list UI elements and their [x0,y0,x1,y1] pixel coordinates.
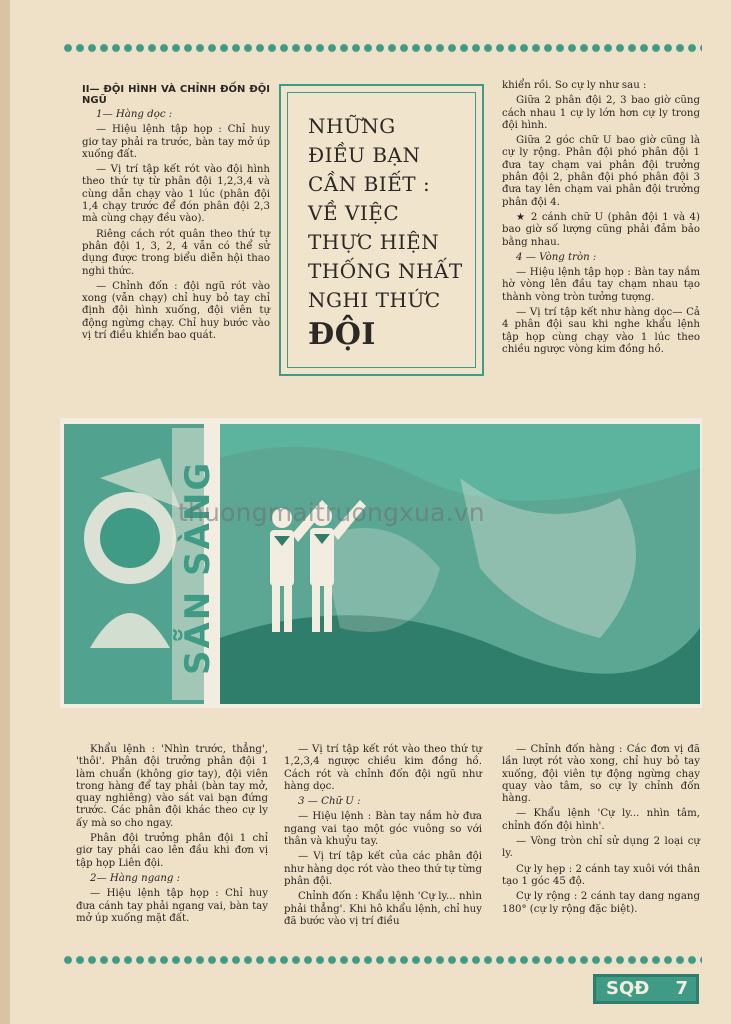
paragraph: ★ 2 cánh chữ U (phân đội 1 và 4) bao giờ số lượng cũng phải đảm bảo bằng nhau. [502,211,700,248]
headline [308,112,480,355]
headline-line: THỐNG NHẤT [308,259,463,283]
paragraph: Chỉnh đốn : Khẩu lệnh 'Cự ly... nhìn phải thẳng'. Khi hô khẩu lệnh, chỉ huy đã bước vào vị trí điều [284,891,482,927]
paragraph: Giữa 2 góc chữ U bao giờ cũng là cự ly rộng. Phân đội phó phân đội 1 đưa tay chạm vai phân đội trưởng phân đội 2, phân đội phó phân đội 3 đưa tay lên chạm vai phân đội trưởng phân đội 4. [502,135,700,208]
subheading-chu-u: 3 — Chữ U : [298,796,361,808]
headline-line: NGHI THỨC [308,288,441,312]
bottom-right-column [502,744,700,919]
magazine-logo: SQĐ [606,978,650,999]
paragraph: — Hiệu lệnh tập họp : Chỉ huy giơ tay phải ra trước, bàn tay mở úp xuống đất. [82,124,270,160]
paragraph: — Vị trí tập kết như hàng dọc— Cả 4 phân đội sau khi nghe khẩu lệnh tập họp cùng chạy vào 1 lúc theo chiều ngược vòng kim đồng hồ. [502,307,700,355]
paragraph: khiển rồi. So cự ly như sau : [502,80,647,91]
banner-vertical-text: SẴN SÀNG [178,460,218,676]
paragraph: Giữa 2 phân đội 2, 3 bao giờ cũng cách nhau 1 cự ly lớn hơn cự ly trong đội hình. [502,95,700,131]
right-column [502,80,700,359]
paragraph: — Hiệu lệnh tập họp : Bàn tay nắm hờ vòng lên đầu tay chạm nhau tạo thành vòng tròn tưởng tượng. [502,267,700,303]
page-edge [0,0,10,1024]
page-number: 7 [675,978,688,999]
headline-line: CẦN BIẾT : [308,172,431,196]
paragraph: Phân đội trưởng phân đội 1 chỉ giơ tay phải cao lên đầu khi đơn vị tập họp Liên đội. [76,833,268,869]
paragraph: — Vòng tròn chỉ sử dụng 2 loại cự ly. [502,836,700,860]
left-column [82,84,270,345]
paragraph: — Vị trí tập kết rót vào theo thứ tự 1,2,3,4 ngược chiều kim đồng hồ. Cách rót và chỉnh đốn đội ngũ như hàng dọc. [284,744,482,792]
subheading-vong-tron: 4 — Vòng tròn : [516,251,597,263]
illustration-banner [60,418,702,708]
paragraph: Riêng cách rót quân theo thứ tự phân đội 1, 3, 2, 4 vẫn có thể sử dụng được trong biểu diễn hội thao nghi thức. [82,228,270,277]
headline-line: THỰC HIỆN [308,230,440,254]
headline-line: NHỮNG [308,114,396,138]
headline-big-word: ĐỘI [308,317,376,352]
paragraph: Cự ly rộng : 2 cánh tay dang ngang 180° (cự ly rộng đặc biệt). [502,891,700,915]
paragraph: — Hiệu lệnh : Bàn tay nắm hờ đưa ngang vai tạo một góc vuông so với thân và khuỷu tay. [284,811,482,848]
page-badge [593,974,699,1004]
top-dot-border [62,42,702,54]
bottom-dot-border [62,954,702,966]
paragraph: — Chỉnh đốn : đội ngũ rót vào xong (vẫn chạy) chỉ huy bỏ tay chỉ định đội hình xuống, đội viên tự động ngừng chạy. Chỉ huy bước vào vị trí điều khiển bao quát. [82,280,270,342]
paragraph: Cự ly hẹp : 2 cánh tay xuôi với thân tạo 1 góc 45 độ. [502,863,700,887]
headline-line: ĐIỀU BẠN [308,143,421,167]
headline-line: VỀ VIỆC [308,201,400,225]
section-title: II— ĐỘI HÌNH VÀ CHỈNH ĐỐN ĐỘI NGŨ [82,84,270,106]
paragraph: — Chỉnh đốn hàng : Các đơn vị đã lần lượt rót vào xong, chỉ huy bỏ tay xuống, đội viên tự động ngừng chạy quay vào tâm, so cự ly chỉnh đốn hàng. [502,744,700,805]
paragraph: — Hiệu lệnh tập họp : Chỉ huy đưa cánh tay phải ngang vai, bàn tay mở úp xuống mặt đất. [76,888,268,924]
watermark: thuongmaitruongxua.vn [178,498,485,527]
bottom-middle-column [284,744,482,931]
paragraph: Khẩu lệnh : 'Nhìn trước, thẳng', 'thôi'. Phân đội trưởng phân đội 1 làm chuẩn (không giơ tay), đội viên trong hàng để tay phải (bàn tay mở, quay nghiêng) vào sát vai bạn đứng trước. Các phân đội khác theo cự ly ấy mà so cho ngay. [76,744,268,829]
subheading-hang-doc: 1— Hàng dọc : [96,109,173,120]
subheading-hang-ngang: 2— Hàng ngang : [90,872,181,884]
bottom-left-column [76,744,268,928]
paragraph: — Vị trí tập kết rót vào đội hình theo thứ tự từ phân đội 1,2,3,4 và cùng dẫn chạy vào 1 lúc (phân đội 1,4 chạy trước để đón phân đội 2,3 mà cùng chạy đều vào). [82,164,270,225]
illustration-svg [60,418,702,708]
paragraph: — Khẩu lệnh 'Cự ly... nhìn tâm, chỉnh đốn đội hình'. [502,808,700,832]
paragraph: — Vị trí tập kết của các phân đội như hàng dọc rót vào theo thứ tự từng phân đội. [284,851,482,887]
